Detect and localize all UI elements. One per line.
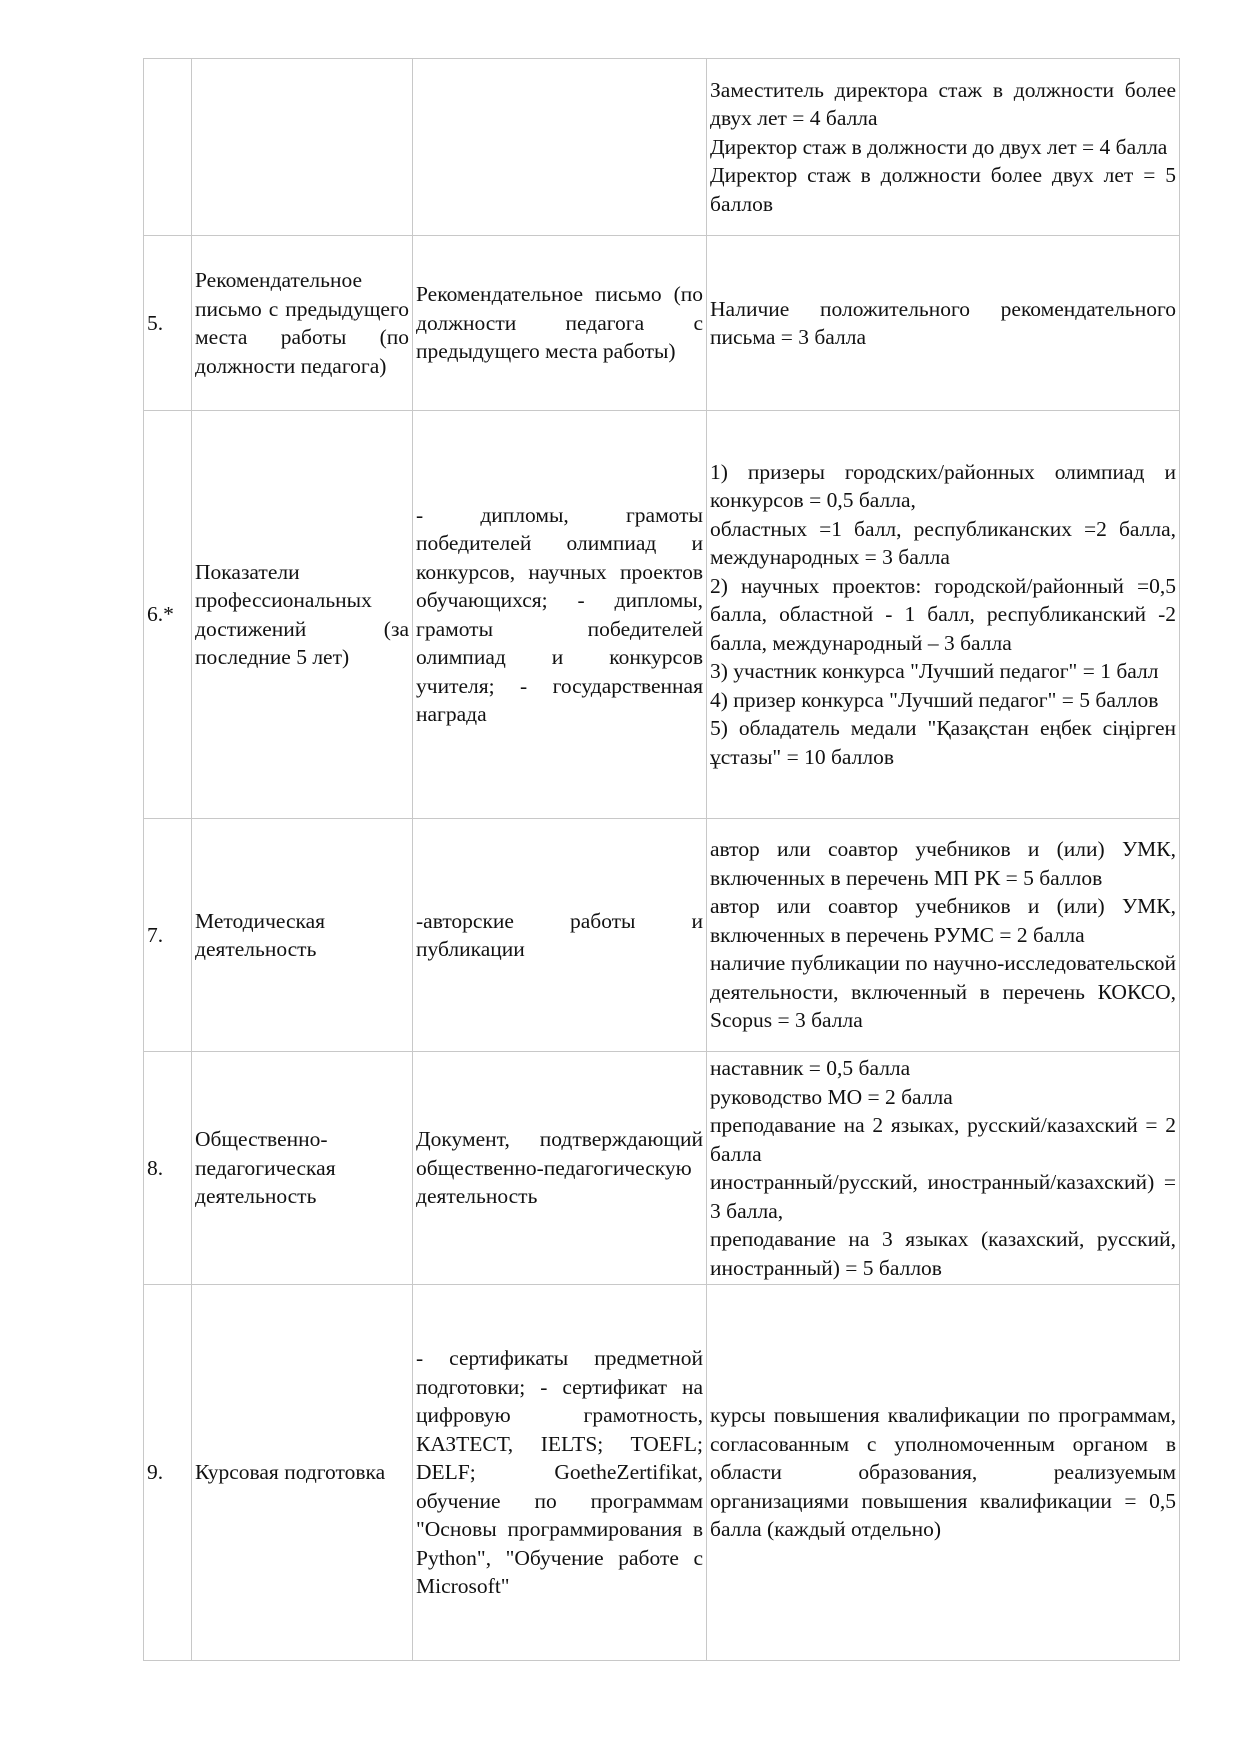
points-line: Директор стаж в должности до двух лет = 4 балла [710,134,1168,159]
table-row [144,819,1180,1052]
points-line: руководство МО = 2 балла [710,1084,953,1109]
document-cell: Документ, подтверждающий общественно-педагогическую деятельность [413,1052,707,1285]
points-cell [707,236,1180,411]
document-cell [413,59,707,236]
points-line: автор или соавтор учебников и (или) УМК, включенных в перечень МП РК = 5 баллов [710,837,1176,890]
row-number: 9. [144,1285,192,1661]
points-cell [707,1052,1180,1285]
points-cell [707,1285,1180,1661]
evaluation-criteria-table [143,58,1180,1661]
points-line: наставник = 0,5 балла [710,1056,911,1080]
points-cell [707,819,1180,1052]
points-cell [707,411,1180,819]
table-row [144,236,1180,411]
table-row [144,1285,1180,1661]
points-line: областных =1 балл, республиканских =2 балла, международных = 3 балла [710,516,1176,570]
document-cell: -авторские работы и публикации [413,819,707,1052]
row-number: 5. [144,236,192,411]
document-cell: - дипломы, грамоты победителей олимпиад и конкурсов, научных проектов обучающихся; - дипломы, грамоты победителей олимпиад и конкурсов учителя; - государственная награда [413,411,707,819]
row-number: 8. [144,1052,192,1285]
table-row [144,59,1180,236]
document-cell: - сертификаты предметной подготовки; - сертификат на цифровую грамотность, КАЗТЕСТ, IELTS; TOEFL; DELF; GoetheZertifikat, обучение по программам "Основы программирования в Python", "Обучение работе с Microsoft" [413,1285,707,1661]
points-line: 4) призер конкурса "Лучший педагог" = 5 баллов [710,687,1159,712]
criterion-cell: Общественно-педагогическая деятельность [192,1052,413,1285]
points-line: Директор стаж в должности более двух лет = 5 баллов [710,163,1176,216]
criterion-cell: Рекомендательное письмо с предыдущего места работы (по должности педагога) [192,236,413,411]
row-number: 6.* [144,411,192,819]
criterion-cell: Курсовая подготовка [192,1285,413,1661]
points-line: наличие публикации по научно-исследовательской деятельности, включенный в перечень КОКСО, Scopus = 3 балла [710,951,1176,1033]
table-row [144,411,1180,819]
points-line: 1) призеры городских/районных олимпиад и конкурсов = 0,5 балла, [710,459,1176,513]
document-cell: Рекомендательное письмо (по должности педагога с предыдущего места работы) [413,236,707,411]
points-line: 5) обладатель медали "Қазақстан еңбек сіңірген ұстазы" = 10 баллов [710,716,1176,769]
row-number: 7. [144,819,192,1052]
points-line: автор или соавтор учебников и (или) УМК, включенных в перечень РУМС = 2 балла [710,894,1176,947]
points-line: 2) научных проектов: городской/районный =0,5 балла, областной - 1 балл, республиканский -2 балла, международный – 3 балла [710,573,1176,655]
points-line: преподавание на 3 языках (казахский, русский, иностранный) = 5 баллов [710,1227,1176,1280]
points-line: Заместитель директора стаж в должности более двух лет = 4 балла [710,77,1176,131]
row-number [144,59,192,236]
points-line: 3) участник конкурса "Лучший педагог" = 1 балл [710,659,1159,684]
table-row [144,1052,1180,1285]
criterion-cell [192,59,413,236]
points-cell [707,59,1180,236]
points-line: иностранный/русский, иностранный/казахский) = 3 балла, [710,1170,1176,1223]
criterion-cell: Методическая деятельность [192,819,413,1052]
criterion-cell: Показатели профессиональных достижений (за последние 5 лет) [192,411,413,819]
points-line: преподавание на 2 языках, русский/казахский = 2 балла [710,1113,1176,1166]
points-line: курсы повышения квалификации по программам, согласованным с уполномоченным органом в области образования, реализуемым организациями повышения квалификации = 0,5 балла (каждый отдельно) [710,1403,1176,1542]
points-line: Наличие положительного рекомендательного письма = 3 балла [710,296,1176,349]
